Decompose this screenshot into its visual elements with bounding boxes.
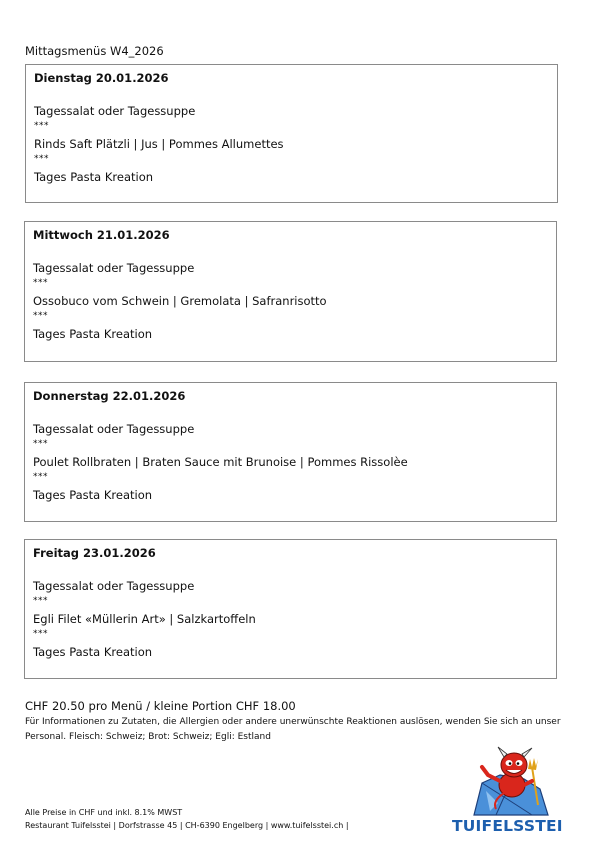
menu-box-wednesday xyxy=(24,221,557,362)
menu-starter: Tagessalat oder Tagessuppe xyxy=(34,104,196,118)
menu-separator: *** xyxy=(33,629,48,639)
menu-separator: *** xyxy=(33,472,48,482)
menu-separator: *** xyxy=(34,121,49,131)
menu-pasta: Tages Pasta Kreation xyxy=(33,645,153,659)
devil-mascot-icon xyxy=(452,745,562,819)
menu-pasta: Tages Pasta Kreation xyxy=(34,170,154,184)
day-title: Freitag 23.01.2026 xyxy=(33,546,156,560)
footer-prices-note: Alle Preise in CHF und inkl. 8.1% MWST xyxy=(25,808,183,817)
footer-address: Restaurant Tuifelsstei | Dorfstrasse 45 | CH-6390 Engelberg | www.tuifelsstei.ch | xyxy=(25,821,349,830)
menu-box-friday xyxy=(24,539,557,679)
menu-box-tuesday xyxy=(25,64,558,203)
menu-box-thursday xyxy=(24,382,557,522)
allergen-info: Für Informationen zu Zutaten, die Allergien oder andere unerwünschte Reaktionen auslösen, wenden Sie sich an unser Personal. Fleisch: Schweiz; Brot: Schweiz; Egli: Estland xyxy=(25,717,561,742)
menu-separator: *** xyxy=(34,154,49,164)
menu-main: Poulet Rollbraten | Braten Sauce mit Brunoise | Pommes Rissolèe xyxy=(33,455,408,469)
menu-main: Rinds Saft Plätzli | Jus | Pommes Allumettes xyxy=(34,137,284,151)
menu-starter: Tagessalat oder Tagessuppe xyxy=(33,261,195,275)
doc-title: Mittagsmenüs W4_2026 xyxy=(25,44,164,58)
day-title: Donnerstag 22.01.2026 xyxy=(33,389,186,403)
logo xyxy=(452,745,562,837)
day-title: Mittwoch 21.01.2026 xyxy=(33,228,170,242)
day-title: Dienstag 20.01.2026 xyxy=(34,71,169,85)
menu-main: Ossobuco vom Schwein | Gremolata | Safranrisotto xyxy=(33,294,327,308)
menu-separator: *** xyxy=(33,439,48,449)
price-line: CHF 20.50 pro Menü / kleine Portion CHF 18.00 xyxy=(25,699,296,713)
menu-separator: *** xyxy=(33,596,48,606)
menu-separator: *** xyxy=(33,311,48,321)
menu-pasta: Tages Pasta Kreation xyxy=(33,488,153,502)
menu-pasta: Tages Pasta Kreation xyxy=(33,327,153,341)
menu-separator: *** xyxy=(33,278,48,288)
logo-wordmark: TUIFELSSTEI xyxy=(452,817,563,835)
menu-main: Egli Filet «Müllerin Art» | Salzkartoffeln xyxy=(33,612,256,626)
menu-starter: Tagessalat oder Tagessuppe xyxy=(33,422,195,436)
menu-starter: Tagessalat oder Tagessuppe xyxy=(33,579,195,593)
